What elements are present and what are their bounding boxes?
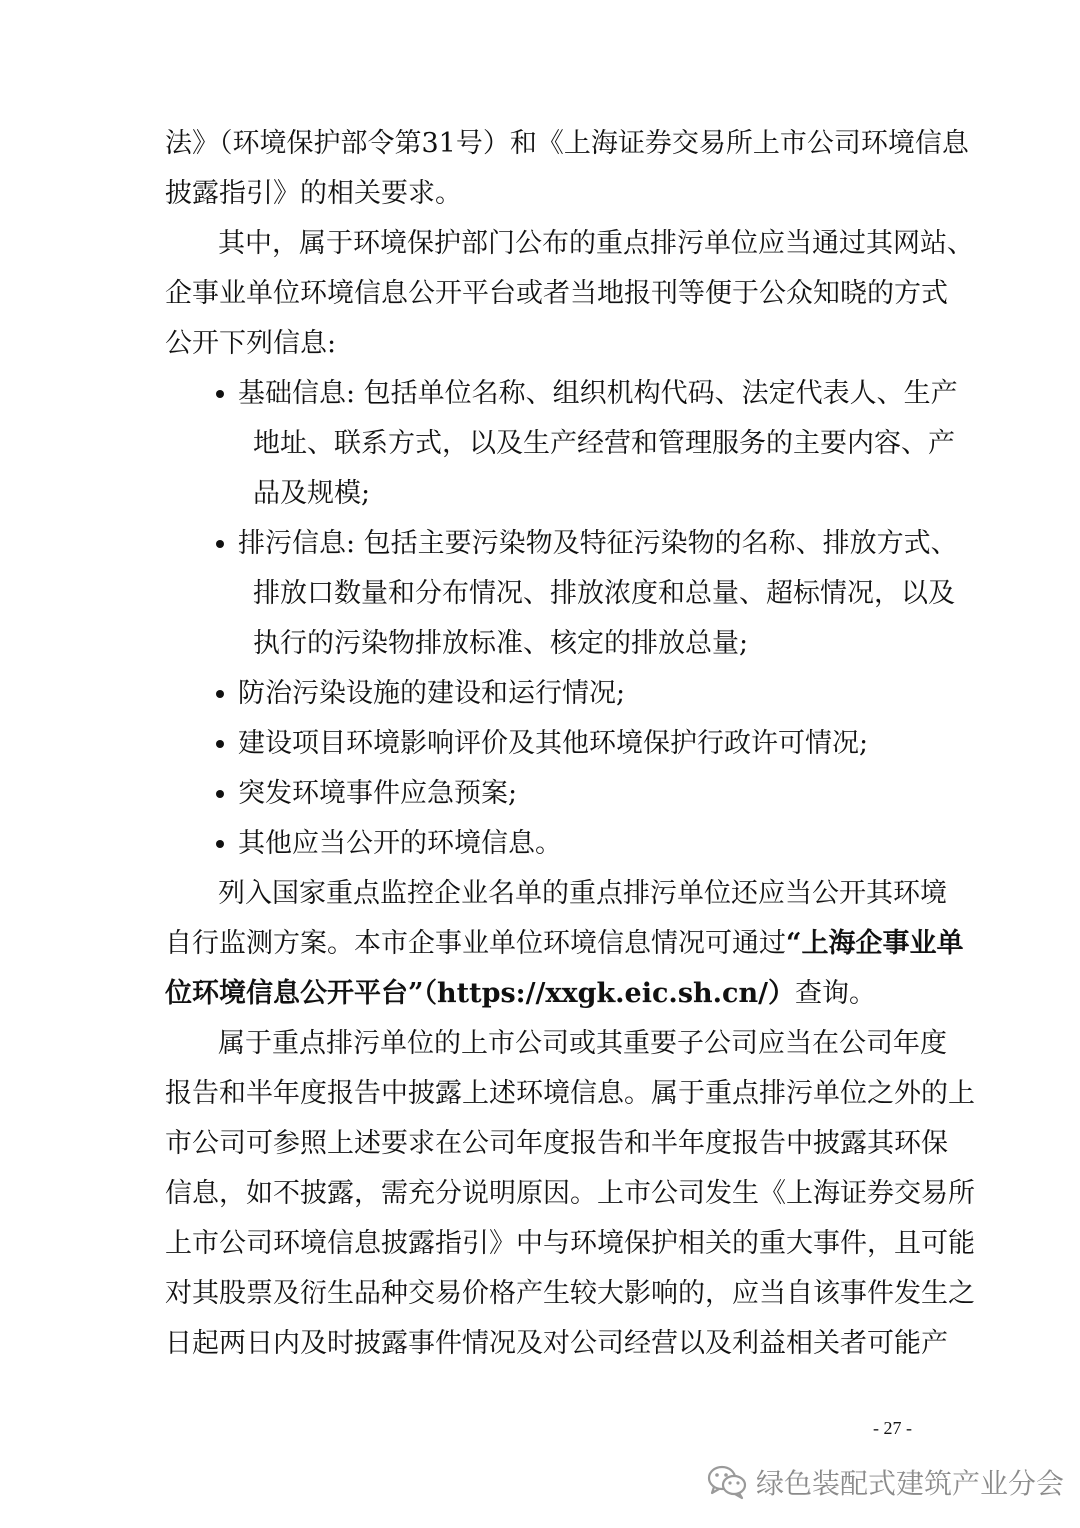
bullet-text: 防治污染设施的建设和运行情况; [238,678,626,709]
text-line: 法》（环境保护部令第31号）和《上海证券交易所上市公司环境信息 [165,128,969,159]
text-line [165,924,964,964]
bullet-text: 基础信息: 包括单位名称、组织机构代码、法定代表人、生产 [238,378,958,409]
bullet-text: 执行的污染物排放标准、核定的排放总量; [253,628,749,659]
text-line: 列入国家重点监控企业名单的重点排污单位还应当公开其环境 [218,878,947,909]
bullet-text: 排放口数量和分布情况、排放浓度和总量、超标情况，以及 [253,578,955,609]
text-segment: 查询。 [795,978,876,1009]
bullet-text: 地址、联系方式，以及生产经营和管理服务的主要内容、产 [253,428,955,459]
watermark [706,1458,1064,1506]
text-line: 企事业单位环境信息公开平台或者当地报刊等便于公众知晓的方式 [165,278,948,309]
platform-url: 位环境信息公开平台”（https://xxgk.eic.sh.cn/） [165,978,795,1009]
text-line: 对其股票及衍生品种交易价格产生较大影响的，应当自该事件发生之 [165,1278,975,1309]
page-number: - 27 - [873,1418,912,1438]
bullet-text: 突发环境事件应急预案; [238,778,518,809]
text-line: 报告和半年度报告中披露上述环境信息。属于重点排污单位之外的上 [165,1078,975,1109]
text-line: 日起两日内及时披露事件情况及对公司经营以及利益相关者可能产 [165,1328,948,1359]
bullet-dot [216,540,224,548]
bullet-dot [216,840,224,848]
text-line [165,974,917,1014]
bullet-dot [216,790,224,798]
text-line: 市公司可参照上述要求在公司年度报告和半年度报告中披露其环保 [165,1128,948,1159]
bullet-text: 排污信息: 包括主要污染物及特征污染物的名称、排放方式、 [238,528,958,559]
watermark-text: 绿色装配式建筑产业分会 [756,1467,1065,1500]
bullet-text: 其他应当公开的环境信息。 [238,828,562,859]
text-line: 其中，属于环境保护部门公布的重点排污单位应当通过其网站、 [218,228,974,259]
text-line: 上市公司环境信息披露指引》中与环境保护相关的重大事件，且可能 [165,1228,975,1259]
bullet-dot [216,690,224,698]
text-line: 信息，如不披露，需充分说明原因。上市公司发生《上海证券交易所 [165,1178,975,1209]
wechat-icon [706,1464,748,1500]
bullet-text: 品及规模; [253,478,371,509]
text-line: 披露指引》的相关要求。 [165,178,462,209]
bullet-dot [216,740,224,748]
text-line: 属于重点排污单位的上市公司或其重要子公司应当在公司年度 [218,1028,947,1059]
text-segment: 自行监测方案。本市企事业单位环境信息情况可通过 [165,928,786,959]
platform-name: “上海企事业单 [786,928,964,959]
bullet-dot [216,390,224,398]
text-line: 公开下列信息: [165,328,337,359]
bullet-text: 建设项目环境影响评价及其他环境保护行政许可情况; [238,728,869,759]
